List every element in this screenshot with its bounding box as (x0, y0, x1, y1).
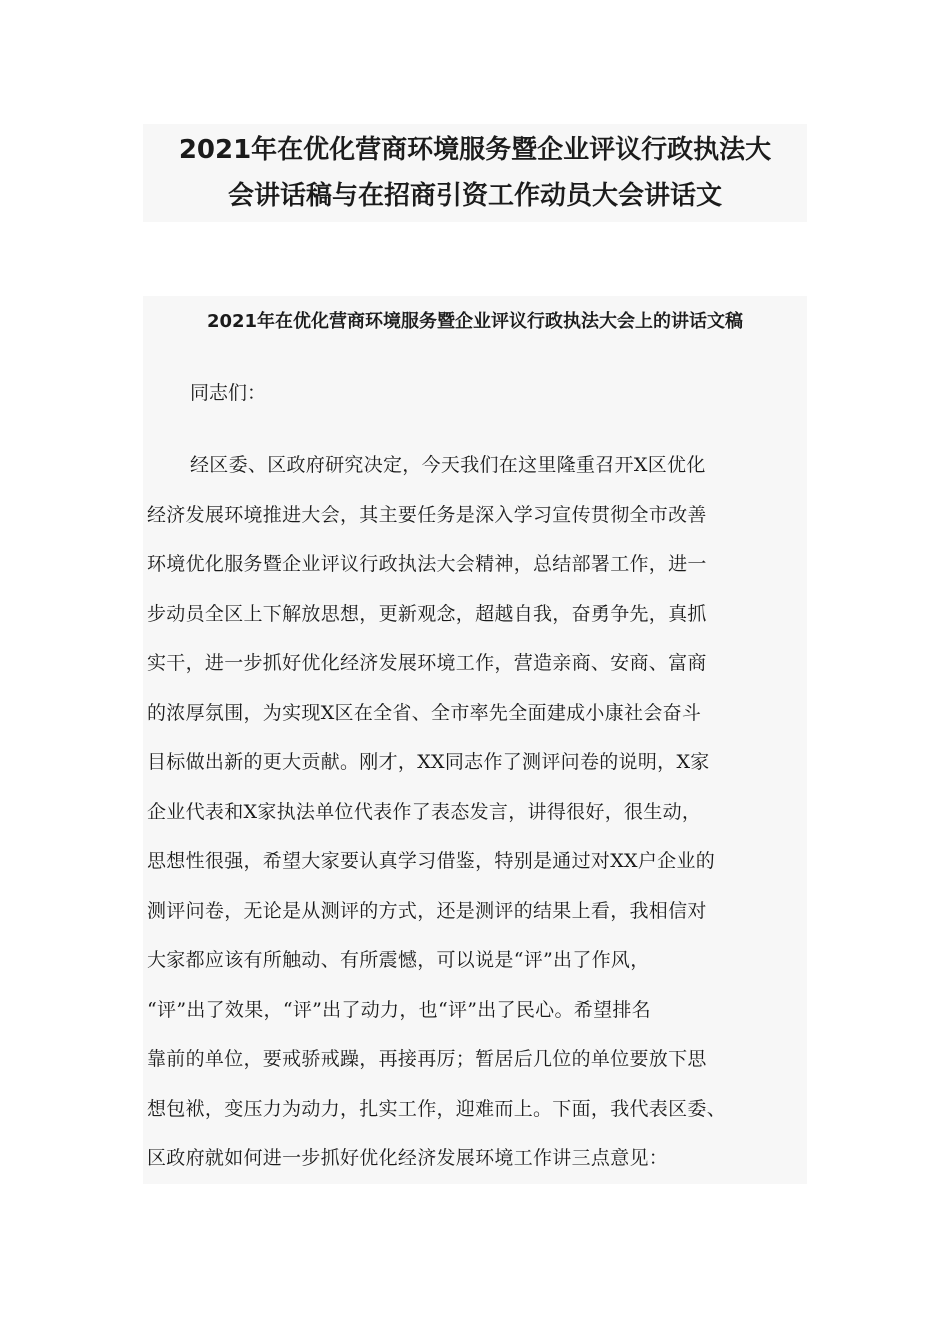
paragraph-line: 靠前的单位，要戒骄戒躁，再接再厉；暂居后几位的单位要放下思 (147, 1048, 707, 1070)
paragraph-line: 测评问卷，无论是从测评的方式，还是测评的结果上看，我相信对 (147, 899, 707, 922)
section-title: 2021年在优化营商环境服务暨企业评议行政执法大会上的讲话文稿 (206, 311, 744, 332)
paragraph-line: 区政府就如何进一步抓好优化经济发展环境工作讲三点意见： (147, 1147, 669, 1169)
paragraph-line: 企业代表和X家执法单位代表作了表态发言，讲得很好，很生动， (147, 800, 702, 823)
paragraph-line: 想包袱，变压力为动力，扎实工作，迎难而上。下面，我代表区委、 (147, 1097, 727, 1120)
paragraph-line: 目标做出新的更大贡献。刚才，XX同志作了测评问卷的说明，X家 (147, 751, 710, 773)
paragraph-line: 的浓厚氛围，为实现X区在全省、全市率先全面建成小康社会奋斗 (147, 701, 702, 724)
paragraph-line: 经区委、区政府研究决定，今天我们在这里隆重召开X区优化 (190, 454, 706, 476)
document-title-line-2: 会讲话稿与在招商引资工作动员大会讲话文 (227, 181, 722, 211)
paragraph-line: 经济发展环境推进大会，其主要任务是深入学习宣传贯彻全市改善 (147, 503, 707, 526)
greeting: 同志们： (190, 382, 267, 404)
document-title-line-1: 2021年在优化营商环境服务暨企业评议行政执法大 (178, 135, 772, 165)
paragraph-line: “评”出了效果，“评”出了动力，也“评”出了民心。希望排名 (147, 998, 651, 1021)
paragraph-line: 实干，进一步抓好优化经济发展环境工作，营造亲商、安商、富商 (147, 652, 707, 674)
paragraph-line: 步动员全区上下解放思想，更新观念，超越自我，奋勇争先，真抓 (147, 602, 707, 625)
body-paragraph (147, 446, 807, 1189)
paragraph-line: 大家都应该有所触动、有所震憾，可以说是“评”出了作风， (147, 949, 650, 971)
document-title (143, 124, 807, 222)
paragraph-line: 思想性很强，希望大家要认真学习借鉴，特别是通过对XX户企业的 (147, 850, 716, 872)
paragraph-line: 环境优化服务暨企业评议行政执法大会精神，总结部署工作，进一 (147, 553, 707, 575)
